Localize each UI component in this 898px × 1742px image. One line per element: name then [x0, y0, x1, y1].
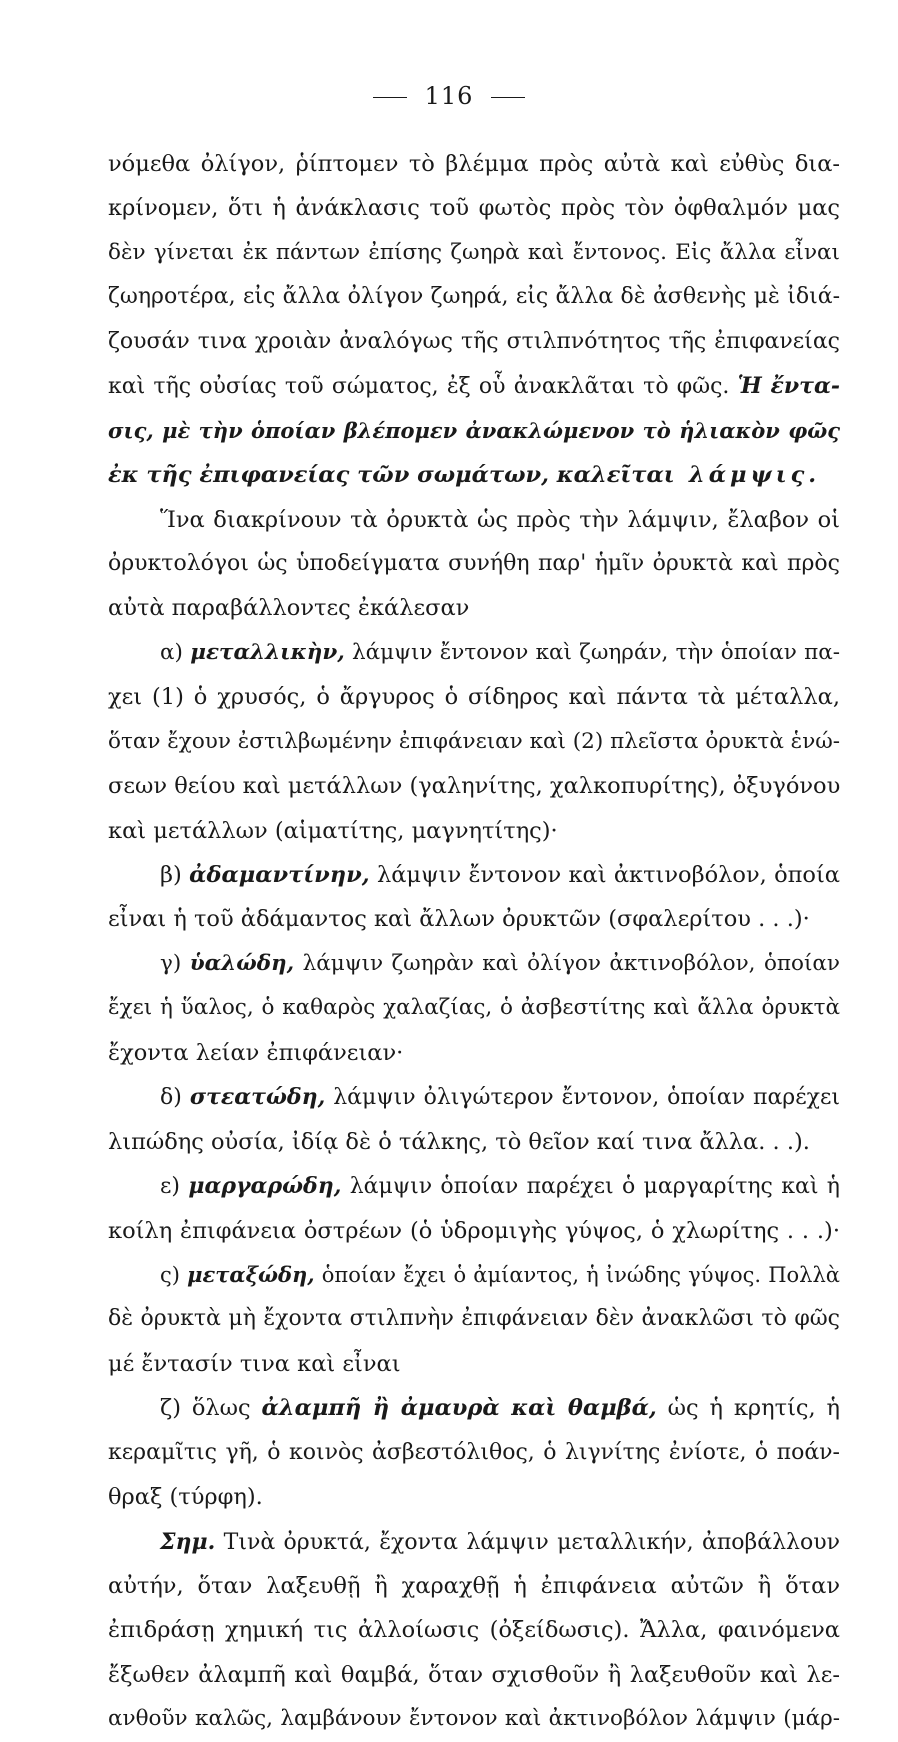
list-label: ε) — [160, 1174, 180, 1200]
text-line — [108, 1564, 840, 1608]
line-text: ὅταν ἔχουν ἐστιλβωμένην ἐπιφάνειαν καὶ (2) πλεῖστα ὀρυκτὰ ἑνώ- — [108, 728, 841, 754]
line-text: λιπώδης οὐσία, ἰδίᾳ δὲ ὁ τάλκης, τὸ θεῖον καί τινα ἄλλα. . .). — [108, 1128, 810, 1155]
list-label: β) — [160, 862, 182, 888]
line-text: ἔξωθεν ἀλαμπῆ καὶ θαμβά, ὅταν σχισθοῦν ἢ λαξευθοῦν καὶ λε- — [108, 1661, 840, 1688]
bold-term: μεταξώδη, — [187, 1261, 315, 1287]
text-line — [108, 320, 840, 364]
line-text: δὲν γίνεται ἐκ πάντων ἐπίσης ζωηρὰ καὶ ἔντονος. Εἰς ἄλλα εἶναι — [108, 239, 840, 265]
text-line — [108, 853, 840, 897]
bold-term: ἀλαμπῆ ἢ ἀμαυρὰ καὶ θαμβά, — [261, 1395, 657, 1422]
line-text: λάμψιν ὁποίαν παρέχει ὁ μαργαρίτης καὶ ἡ — [349, 1174, 840, 1200]
text-line — [108, 586, 840, 630]
line-text: κοίλη ἐπιφάνεια ὀστρέων (ὁ ὑδρομιγὴς γύψος, ὁ χλωρίτης . . .)· — [108, 1217, 840, 1244]
text-line — [108, 897, 840, 941]
text-line — [108, 942, 840, 986]
text-line — [108, 1253, 840, 1297]
text-line — [108, 1386, 840, 1430]
text-line — [108, 542, 840, 586]
text-line — [108, 1297, 840, 1341]
list-label: ς) — [160, 1262, 180, 1287]
text-line — [108, 631, 840, 675]
line-text: αὐτὰ παραβάλλοντες ἐκάλεσαν — [108, 595, 470, 622]
text-line — [108, 1697, 840, 1741]
bold-term: ἐκ τῆς ἐπιφανείας τῶν σωμάτων, καλεῖται — [108, 462, 675, 489]
text-line — [108, 1209, 840, 1253]
bold-term: ἀδαμαντίνην, — [189, 862, 370, 888]
text-line — [108, 809, 840, 853]
line-text: δὲ ὀρυκτὰ μὴ ἔχοντα στιλπνὴν ἐπιφάνειαν δὲν ἀνακλῶσι τὸ φῶς — [108, 1306, 840, 1332]
spaced-term: λάμψις. — [688, 462, 821, 489]
text-line — [108, 720, 840, 764]
text-line — [108, 986, 840, 1030]
line-text: θραξ (τύρφη). — [108, 1484, 263, 1511]
line-text: λάμψιν ὀλιγώτερον ἔντονον, ὁποίαν παρέχει — [333, 1085, 840, 1111]
text-line — [108, 675, 840, 719]
page-number: 116 — [424, 82, 474, 110]
text-line — [108, 1120, 840, 1164]
text-line — [108, 764, 840, 808]
list-label: γ) — [160, 950, 182, 976]
bold-term: μεταλλικὴν, — [190, 639, 345, 665]
text-line — [108, 1431, 840, 1475]
text-line — [108, 142, 840, 186]
bold-term: σις, μὲ τὴν ὁποίαν βλέπομεν ἀνακλώμενον τὸ ἡλιακὸν φῶς — [108, 417, 840, 443]
text-line — [108, 1031, 840, 1075]
bold-term: μαργαρώδη, — [188, 1173, 342, 1200]
text-line — [108, 453, 840, 497]
bold-term: Ἡ ἔντα- — [737, 373, 841, 400]
text-line — [108, 231, 840, 275]
text-line — [108, 275, 840, 319]
list-label: α) — [160, 639, 183, 665]
text-line — [108, 409, 840, 453]
line-text: σεων θείου καὶ μετάλλων (γαληνίτης, χαλκοπυρίτης), ὀξυγόνου — [108, 773, 841, 800]
line-text: κεραμῖτις γῆ, ὁ κοινὸς ἀσβεστόλιθος, ὁ λιγνίτης ἐνίοτε, ὁ ποάν- — [108, 1439, 840, 1465]
bold-term: στεατώδη, — [189, 1084, 326, 1111]
bold-term: ὑαλώδη, — [189, 950, 295, 976]
text-line — [108, 364, 840, 408]
line-text: αὐτήν, ὅταν λαξευθῇ ἢ χαραχθῇ ἡ ἐπιφάνεια αὐτῶν ἢ ὅταν — [108, 1573, 840, 1599]
line-text: καὶ τῆς οὐσίας τοῦ σώματος, ἐξ οὗ ἀνακλᾶται τὸ φῶς. — [108, 374, 730, 400]
line-text: ζωηροτέρα, εἰς ἄλλα ὀλίγον ζωηρά, εἰς ἄλλα δὲ ἀσθενὴς μὲ ἰδιά- — [108, 284, 840, 310]
line-text: μέ ἔντασίν τινα καὶ εἶναι — [108, 1350, 401, 1377]
text-body — [108, 142, 840, 1742]
header-dash-right — [491, 97, 525, 98]
line-text: ὡς ἡ κρητίς, ἡ — [667, 1395, 841, 1422]
note-label: Σημ. — [160, 1528, 216, 1555]
text-line — [108, 186, 840, 230]
line-text: εἶναι ἡ τοῦ ἀδάμαντος καὶ ἄλλων ὀρυκτῶν (σφαλερίτου . . .)· — [108, 906, 810, 933]
page-header — [0, 82, 898, 110]
line-text: ζουσάν τινα χροιὰν ἀναλόγως τῆς στιλπνότητος τῆς ἐπιφανείας — [108, 328, 840, 354]
line-text: ανθοῦν καλῶς, λαμβάνουν ἔντονον καὶ ἀκτινοβόλον λάμψιν (μάρ- — [108, 1706, 840, 1732]
line-text: ὀρυκτολόγοι ὡς ὑποδείγματα συνήθη παρ' ἡμῖν ὀρυκτὰ καὶ πρὸς — [108, 550, 840, 576]
line-text: Τινὰ ὀρυκτά, ἔχοντα λάμψιν μεταλλικήν, ἀποβάλλουν — [223, 1529, 840, 1555]
list-label: δ) — [160, 1085, 182, 1111]
line-text: λάμψιν ἔντονον καὶ ἀκτινοβόλον, ὁποία — [376, 862, 840, 888]
header-dash-left — [373, 97, 407, 98]
line-text: χει (1) ὁ χρυσός, ὁ ἄργυρος ὁ σίδηρος καὶ πάντα τὰ μέταλλα, — [108, 684, 840, 711]
text-line — [108, 498, 840, 542]
line-text: λάμψιν ἔντονον καὶ ζωηράν, τὴν ὁποίαν πα- — [352, 639, 840, 665]
line-text: ἐπιδράσῃ χημική τις ἀλλοίωσις (ὀξείδωσις). Ἄλλα, φαινόμενα — [108, 1617, 840, 1644]
text-line — [108, 1608, 840, 1652]
line-text: ἔχοντα λείαν ἐπιφάνειαν· — [108, 1039, 404, 1066]
text-line — [108, 1075, 840, 1119]
text-line — [108, 1475, 840, 1519]
line-text: λάμψιν ζωηρὰν καὶ ὀλίγον ἀκτινοβόλον, ὁποίαν — [302, 950, 840, 976]
line-text: καὶ μετάλλων (αἱματίτης, μαγνητίτης)· — [108, 817, 558, 844]
text-line — [108, 1520, 840, 1564]
line-text: Ἵνα διακρίνουν τὰ ὀρυκτὰ ὡς πρὸς τὴν λάμψιν, ἔλαβον οἱ — [160, 506, 840, 533]
text-line — [108, 1164, 840, 1208]
text-line — [108, 1342, 840, 1386]
text-line — [108, 1653, 840, 1697]
line-text: ὁποίαν ἔχει ὁ ἀμίαντος, ἡ ἰνώδης γύψος. Πολλὰ — [321, 1262, 840, 1287]
line-text: νόμεθα ὀλίγον, ῥίπτομεν τὸ βλέμμα πρὸς αὐτὰ καὶ εὐθὺς δια- — [108, 151, 840, 177]
line-text: κρίνομεν, ὅτι ἡ ἀνάκλασις τοῦ φωτὸς πρὸς τὸν ὀφθαλμόν μας — [108, 195, 840, 222]
list-label: ζ) ὅλως — [160, 1395, 251, 1422]
line-text: ἔχει ἡ ὕαλος, ὁ καθαρὸς χαλαζίας, ὁ ἀσβεστίτης καὶ ἄλλα ὀρυκτὰ — [108, 995, 840, 1021]
